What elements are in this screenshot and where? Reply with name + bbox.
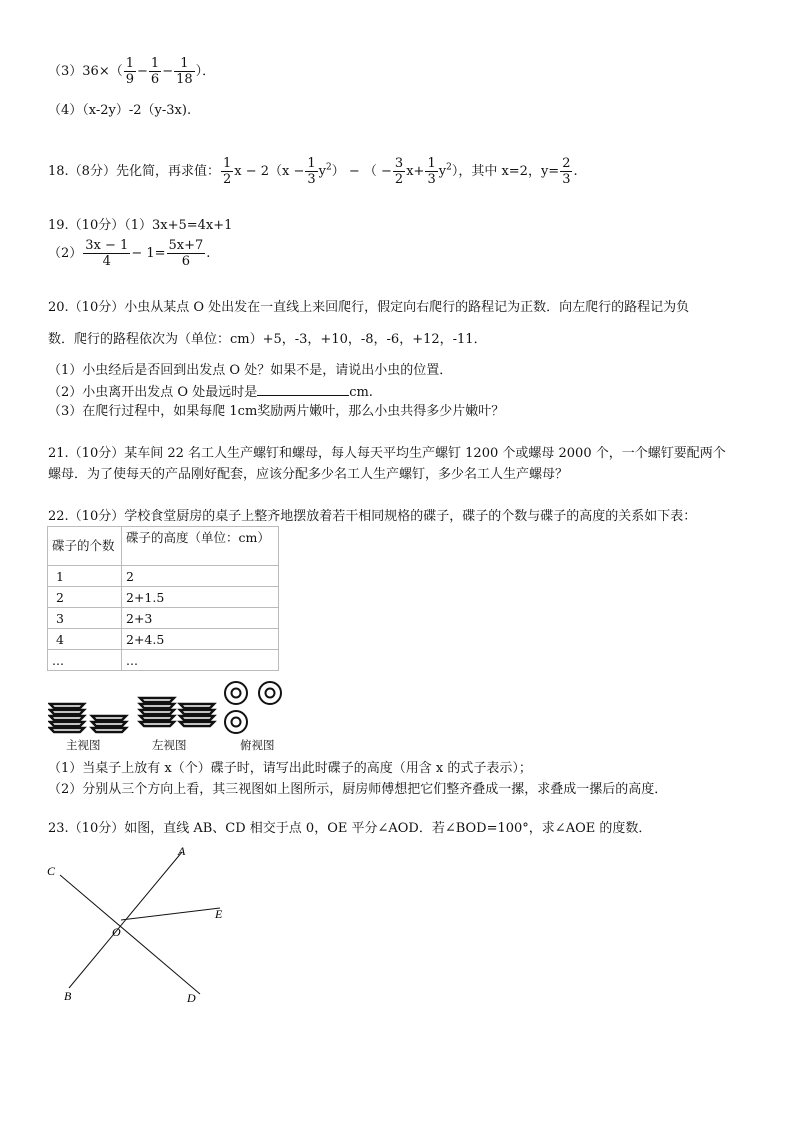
q17-p3-prefix: （3）36×（: [48, 64, 123, 79]
q20-line1: 20.（10分）小虫从某点 O 处出发在一直线上来回爬行，假定向右爬行的路程记为正数．向左爬行的路程记为负: [48, 300, 690, 315]
label-D: D: [187, 991, 196, 1005]
q17-part4: （4）（x-2y）-2（y-3x).: [48, 103, 192, 118]
table-row: 4 2+4.5: [48, 629, 279, 650]
line-CD: [60, 875, 200, 994]
fraction: $\frac{3x - 1}{4}$: [85, 238, 129, 269]
label-C: C: [47, 864, 56, 878]
table-row: ... ...: [48, 650, 279, 671]
q19-line1: 19.（10分）（1）3x+5=4x+1: [48, 218, 233, 233]
fraction: $\frac{2}{3}$: [562, 156, 571, 187]
table-row: 3 2+3: [48, 608, 279, 629]
fraction: $\frac{1}{3}$: [427, 156, 436, 187]
front-view: [50, 704, 126, 732]
fraction: $\frac{1}{3}$: [307, 156, 316, 187]
q21-line2: 螺母．为了使每天的产品刚好配套，应该分配多少名工人生产螺钉，多少名工人生产螺母？: [48, 467, 569, 482]
table-header-row: [48, 527, 279, 566]
q20-sub2: （2）小虫离开出发点 O 处最远时是 cm.: [48, 385, 373, 400]
q17-part3: （3）36×（ $\frac{1}{9}$ − $\frac{1}{6}$ − $\frac{1}{18}$ ）．: [48, 56, 216, 87]
ray-OE: [121, 908, 220, 920]
q19-part2: （2） $\frac{3x - 1}{4}$ − 1= $\frac{5x+7}{6}$ .: [48, 238, 211, 269]
q23-line1: 23.（10分）如图，直线 AB、CD 相交于点 0，OE 平分∠AOD．若∠BOD=100°，求∠AOE 的度数．: [48, 821, 652, 836]
q22-sub2: （2）分别从三个方向上看，其三视图如上图所示，厨房师傅想把它们整齐叠成一摞，求叠成一摞后的高度．: [48, 782, 668, 797]
label-E: E: [215, 907, 223, 921]
q22-line1: 22.（10分）学校食堂厨房的桌子上整齐地摆放着若干相同规格的碟子，碟子的个数与碟子的高度的关系如下表：: [48, 509, 697, 524]
label-O: O: [112, 925, 121, 939]
table-row: 1 2: [48, 566, 279, 587]
three-views-drawing: [48, 680, 288, 740]
table-row: 2 2+1.5: [48, 587, 279, 608]
top-view-label: 俯视图: [240, 738, 275, 752]
label-A: A: [178, 844, 186, 858]
fraction: $\frac{1}{18}$: [176, 56, 193, 87]
fraction: $\frac{1}{2}$: [222, 156, 232, 187]
dish-table: [47, 526, 279, 671]
fraction: $\frac{1}{9}$: [125, 56, 134, 87]
q21-line1: 21.（10分）某车间 22 名工人生产螺钉和螺母，每人每天平均生产螺钉 1200 个或螺母 2000 个，一个螺钉要配两个: [48, 446, 726, 461]
line-AB: [69, 852, 182, 988]
q20-sub3: （3）在爬行过程中，如果每爬 1cm奖励两片嫩叶，那么小虫共得多少片嫩叶？: [48, 404, 505, 419]
q20-sub1: （1）小虫经后是否回到出发点 O 处？如果不是，请说出小虫的位置．: [48, 363, 453, 378]
three-views-figure: [48, 680, 288, 752]
front-view-label: 主视图: [66, 738, 101, 752]
q18: 18.（8分）先化简，再求值： $\frac{1}{2}$ x − 2（x − $\frac{1}{3}$ $y^2$） − （ − $\frac{3}{2}$ x+ $\frac{1}{3}$ $y^2$），其中 x=2，y= $\frac{2}{3}$ .: [48, 156, 578, 187]
table-header-count: 碟子的个数: [48, 527, 122, 566]
fraction: $\frac{1}{6}$: [150, 56, 160, 87]
geometry-figure: [40, 842, 240, 1008]
fraction: $\frac{5x+7}{6}$: [168, 238, 204, 269]
fraction: $\frac{3}{2}$: [394, 156, 404, 187]
left-view: [140, 698, 214, 726]
answer-blank: [257, 383, 349, 396]
left-view-label: 左视图: [152, 738, 187, 752]
q22-sub1: （1）当桌子上放有 x（个）碟子时，请写出此时碟子的高度（用含 x 的式子表示）；: [48, 761, 532, 776]
q20-line2: 数．爬行的路程依次为（单位：cm）+5，-3，+10，-8，-6，+12，-11．: [48, 332, 487, 347]
label-B: B: [64, 989, 72, 1003]
top-view: [225, 682, 281, 733]
table-header-height: 碟子的高度（单位：cm）: [122, 527, 279, 566]
